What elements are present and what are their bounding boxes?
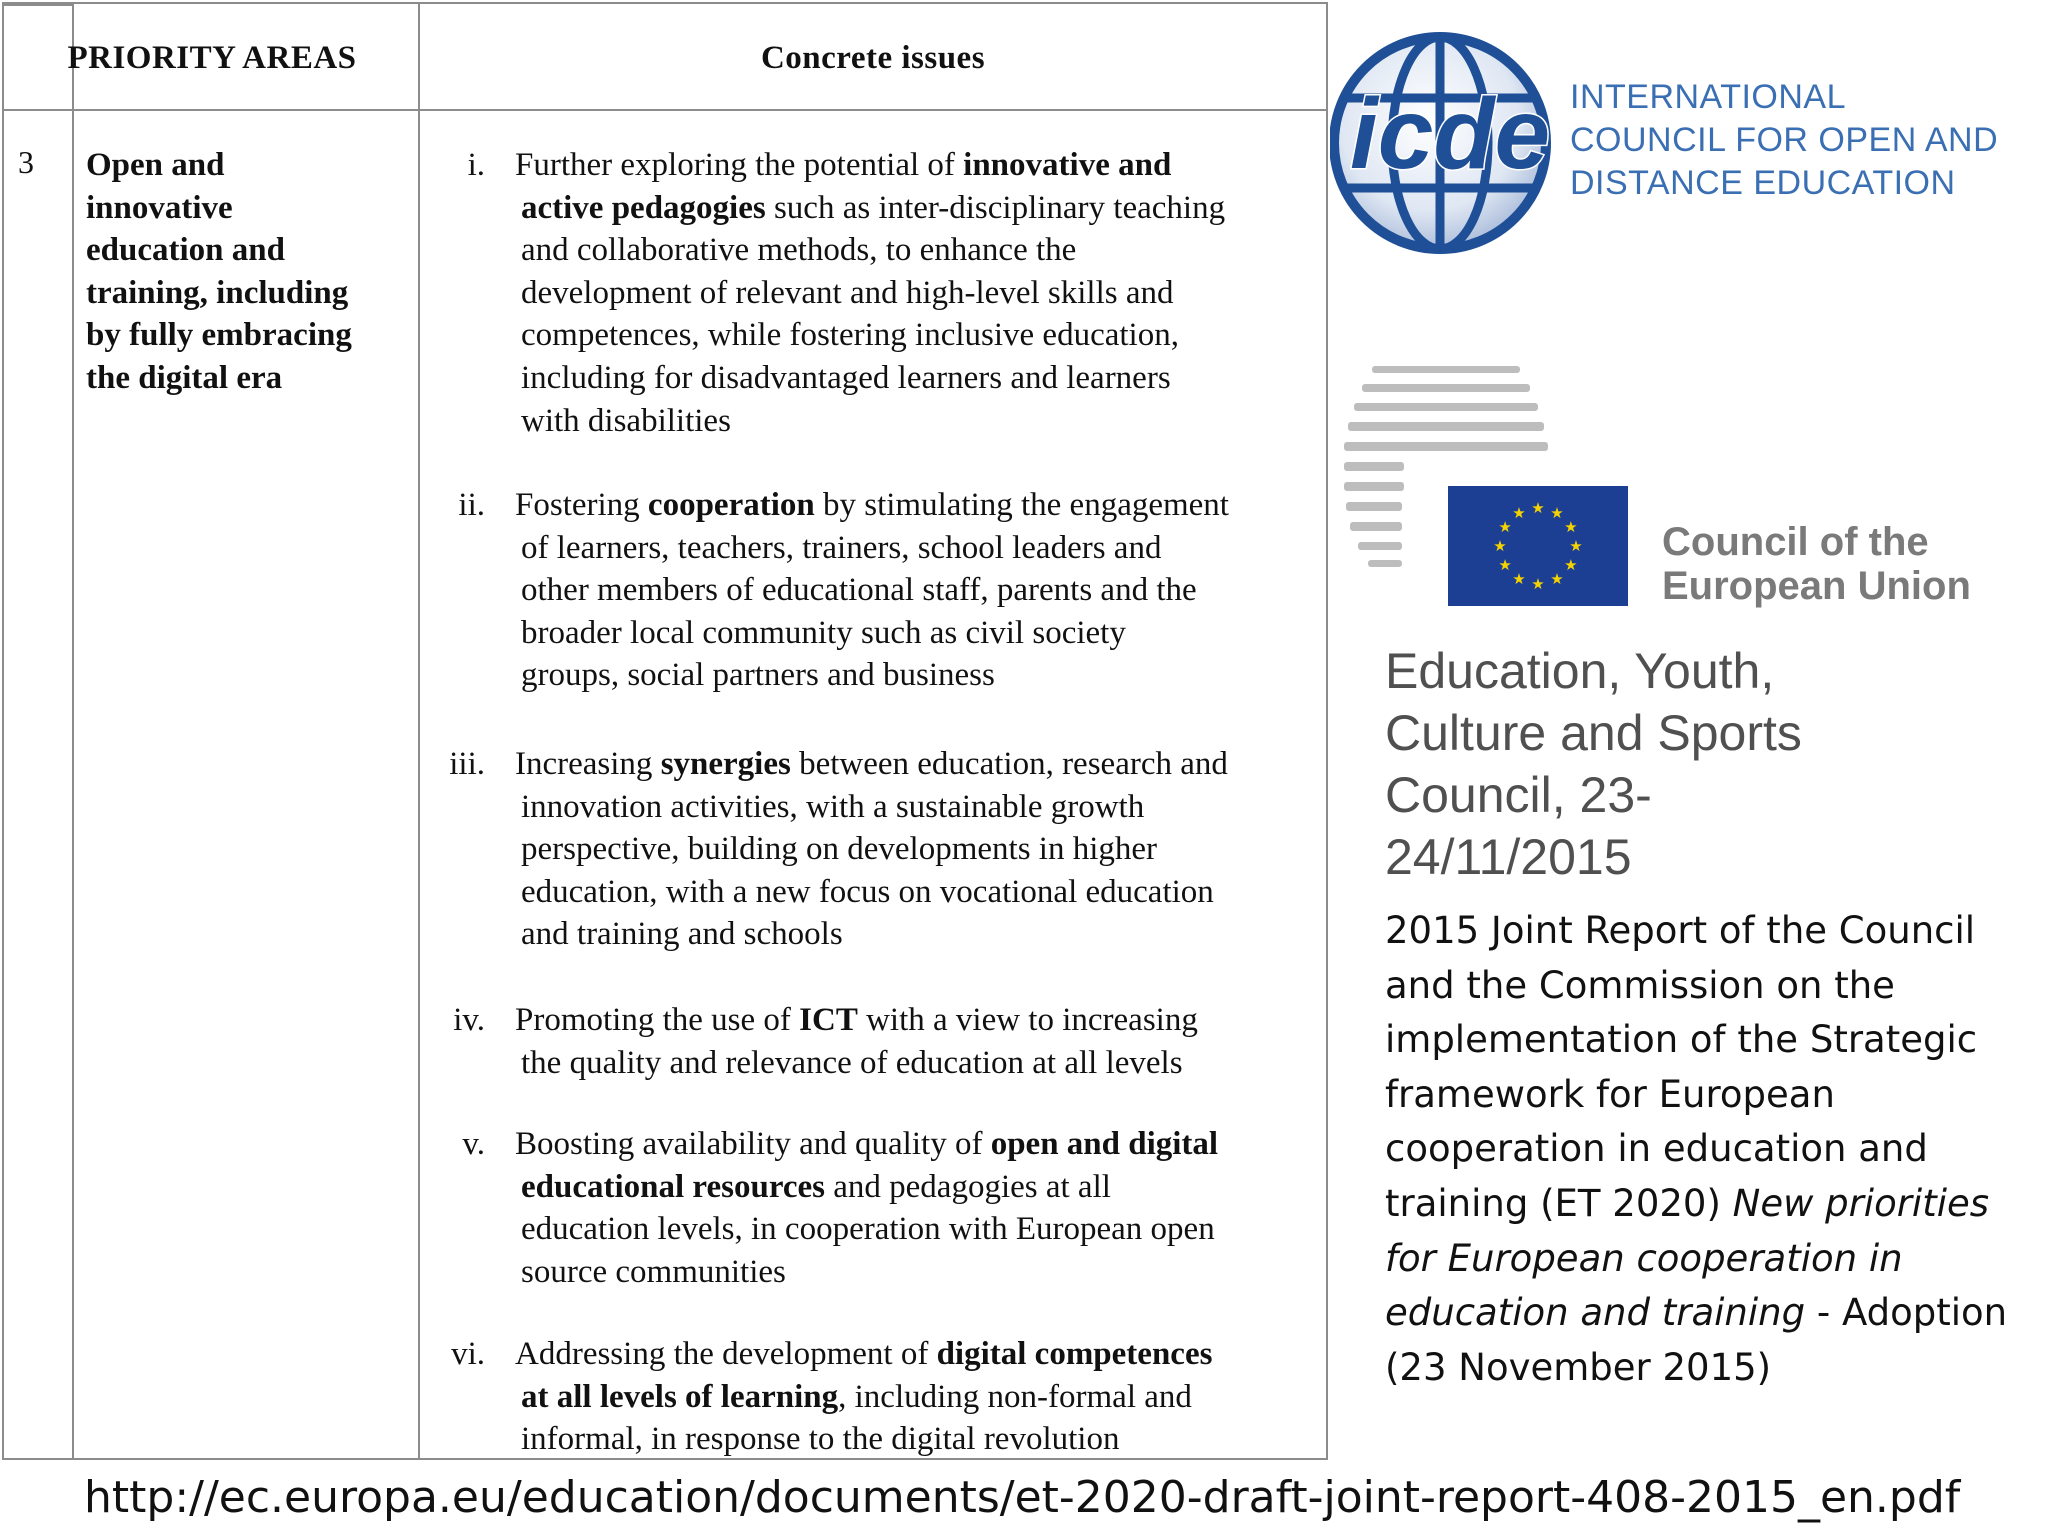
issue-text-line: Boosting availability and quality of open and digital	[515, 1126, 1219, 1162]
eu-star-icon: ★	[1512, 506, 1526, 523]
issue-text-line: perspective, building on developments in higher	[521, 831, 1158, 868]
issue-text-line: innovation activities, with a sustainable growth	[521, 788, 1145, 825]
heading-line: Culture and Sports	[1385, 705, 1802, 761]
issue-text-line: Increasing synergies between education, research and	[515, 746, 1228, 782]
council-name-line: Council of the	[1662, 520, 1929, 564]
issue-text-line: Addressing the development of digital competences	[515, 1336, 1213, 1372]
icde-logo-text: icde	[1350, 78, 1551, 190]
priority-area-line: education and	[86, 232, 285, 269]
issue-text-line: other members of educational staff, parents and the	[521, 572, 1197, 609]
issue-text-line: groups, social partners and business	[521, 657, 995, 694]
priority-area-line: innovative	[86, 189, 233, 226]
priority-area-line: Open and	[86, 147, 225, 183]
header-priority-areas: PRIORITY AREAS	[67, 40, 357, 76]
eu-star-icon: ★	[1493, 539, 1507, 555]
report-text-end: - Adoption (23 November 2015)	[1385, 1291, 2008, 1389]
header-top-left-cover	[4, 4, 74, 6]
issue-text-line: of learners, teachers, trainers, school leaders and	[521, 529, 1162, 566]
column-divider	[72, 4, 74, 1458]
issue-text-line: and collaborative methods, to enhance the	[521, 232, 1077, 269]
priority-table	[2, 2, 1328, 1460]
issue-numeral: iv.	[453, 1002, 485, 1038]
header-divider	[4, 109, 1326, 111]
icde-name	[1570, 76, 1998, 205]
column-divider	[418, 4, 420, 1458]
eu-star-icon: ★	[1531, 501, 1545, 517]
eu-star-icon: ★	[1564, 558, 1578, 574]
issue-text	[515, 144, 1351, 442]
issue-text	[515, 1333, 1351, 1461]
issue-text-line: Fostering cooperation by stimulating the engagement	[515, 487, 1229, 523]
issue-text-line: source communities	[521, 1253, 786, 1290]
source-url-link[interactable]: http://ec.europa.eu/education/documents/et-2020-draft-joint-report-408-2015_en.pdf	[84, 1472, 1961, 1523]
eu-star-icon: ★	[1498, 520, 1512, 536]
eu-star-icon: ★	[1498, 558, 1512, 574]
issue-text	[515, 999, 1351, 1084]
icde-name-line: INTERNATIONAL	[1570, 78, 1847, 116]
issue-text	[515, 484, 1351, 697]
report-text: 2015 Joint Report of the Council and the Commission on the implementation of the Strategic framework for European cooperation in education and training (ET 2020)	[1385, 909, 1978, 1225]
issue-text-line: including for disadvantaged learners and learners	[521, 359, 1171, 396]
heading-line: Education, Youth,	[1385, 643, 1775, 699]
eu-star-icon: ★	[1564, 520, 1578, 536]
issue-text-line: informal, in response to the digital revolution	[521, 1421, 1120, 1458]
council-name	[1662, 520, 1971, 608]
icde-name-line: COUNCIL FOR OPEN AND	[1570, 121, 1999, 159]
priority-area-line: the digital era	[86, 359, 283, 396]
priority-area-line: training, including	[86, 274, 349, 311]
issue-numeral: vi.	[451, 1336, 485, 1372]
heading-line: 24/11/2015	[1385, 829, 1632, 885]
eu-star-icon: ★	[1550, 571, 1564, 588]
issue-text-line: competences, while fostering inclusive education,	[521, 317, 1179, 354]
issue-text-line: broader local community such as civil society	[521, 614, 1126, 651]
report-italic-title: New priorities for European cooperation in education and training	[1385, 1181, 1990, 1335]
issue-text-line: education, with a new focus on vocational education	[521, 873, 1214, 910]
issue-text-line: the quality and relevance of education at all levels	[521, 1044, 1183, 1081]
eu-star-icon: ★	[1569, 539, 1583, 555]
issue-text	[515, 743, 1351, 956]
eu-star-icon: ★	[1512, 571, 1526, 588]
council-meeting-heading	[1385, 640, 2005, 888]
issue-text	[515, 1123, 1351, 1293]
joint-report-description	[1385, 904, 2015, 1395]
issue-numeral: ii.	[458, 487, 485, 523]
issue-text-line: Further exploring the potential of innovative and	[515, 147, 1172, 183]
row-number: 3	[18, 144, 34, 180]
issue-text-line: at all levels of learning, including non-formal and	[521, 1378, 1192, 1415]
header-concrete-issues: Concrete issues	[760, 40, 986, 76]
issue-text-line: educational resources and pedagogies at all	[521, 1168, 1111, 1205]
council-name-line: European Union	[1662, 564, 1971, 608]
issue-numeral: iii.	[449, 746, 485, 782]
issue-numeral: i.	[467, 147, 485, 183]
icde-name-line: DISTANCE EDUCATION	[1570, 164, 1956, 202]
issue-numeral: v.	[462, 1126, 485, 1162]
issue-text-line: Promoting the use of ICT with a view to increasing	[515, 1002, 1198, 1038]
priority-area-title	[86, 144, 406, 400]
issue-text-line: and training and schools	[521, 916, 843, 953]
issue-text-line: education levels, in cooperation with European open	[521, 1211, 1215, 1248]
issue-text-line: with disabilities	[521, 402, 731, 439]
issue-text-line: development of relevant and high-level skills and	[521, 274, 1174, 311]
eu-star-icon: ★	[1531, 577, 1545, 593]
issue-text-line: active pedagogies such as inter-disciplinary teaching	[521, 189, 1226, 226]
heading-line: Council, 23-	[1385, 767, 1652, 823]
priority-area-line: by fully embracing	[86, 317, 352, 354]
eu-star-icon: ★	[1550, 506, 1564, 523]
